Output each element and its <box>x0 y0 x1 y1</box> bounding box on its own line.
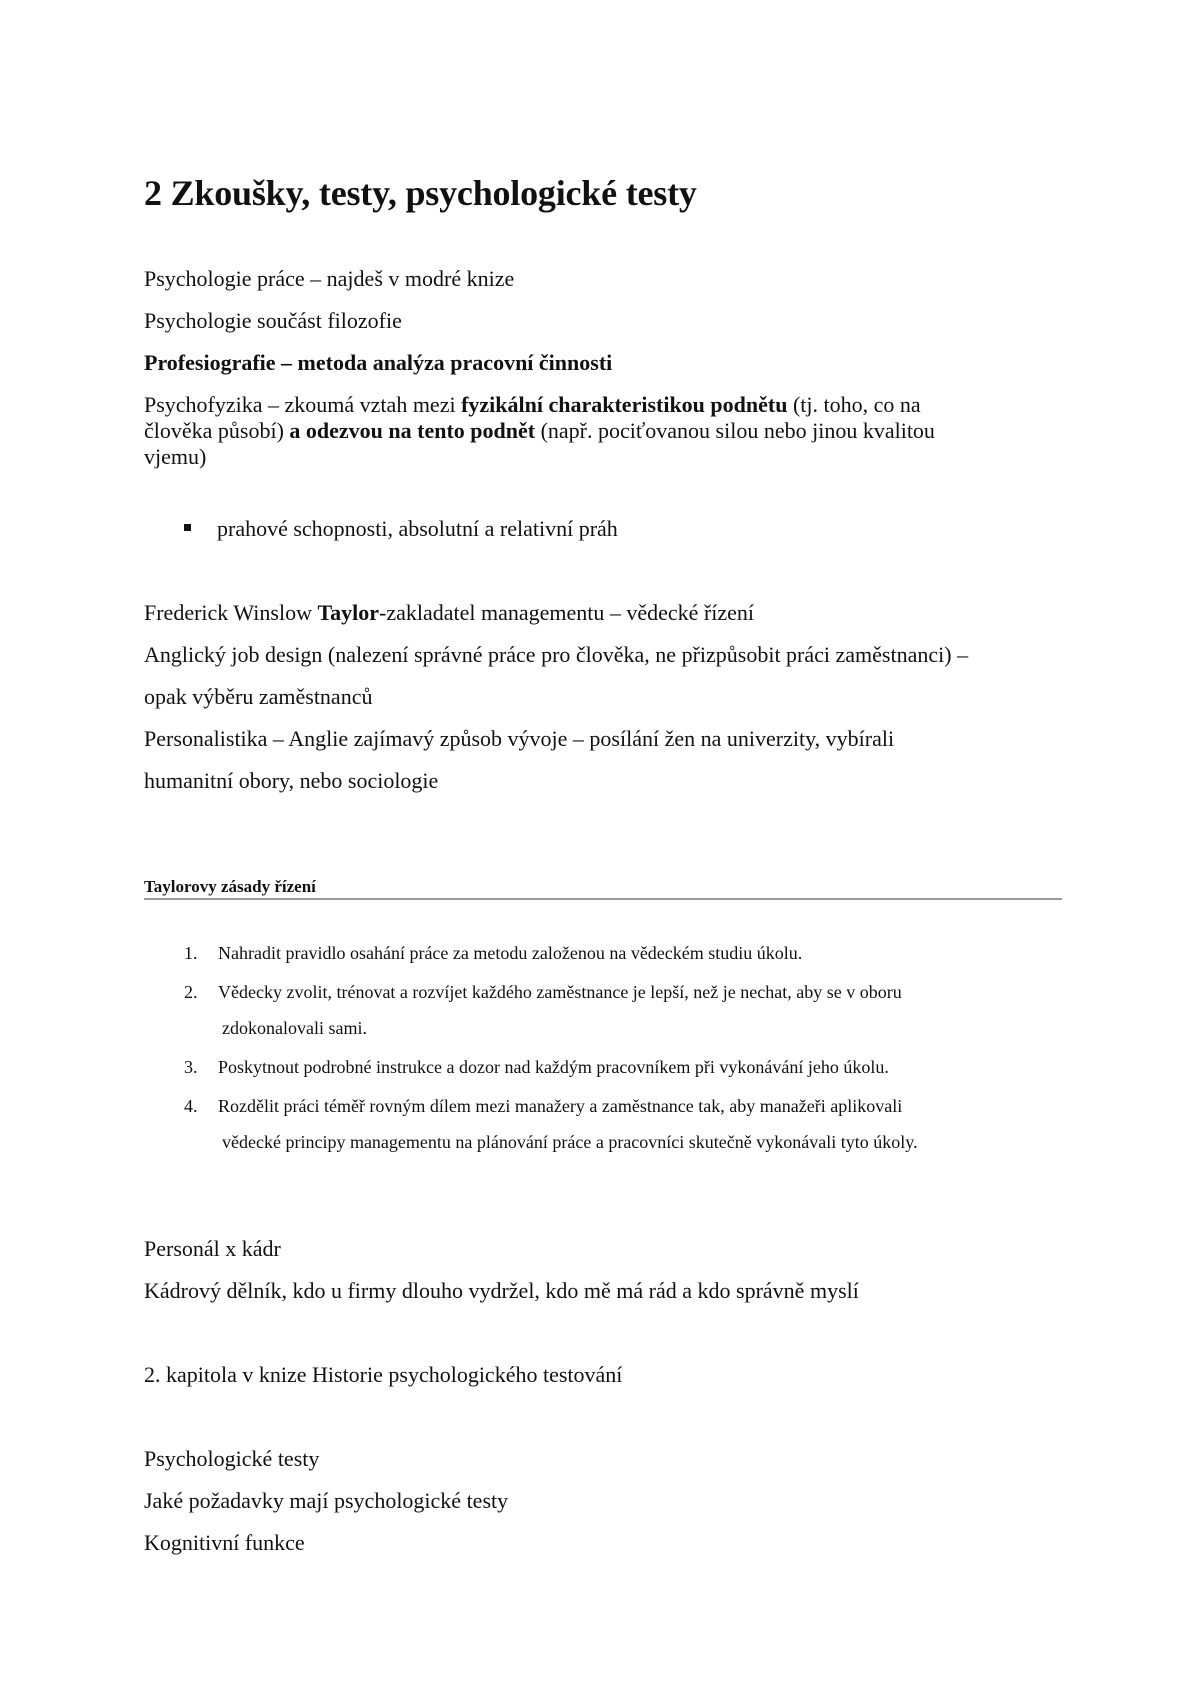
section-heading: Taylorovy zásady řízení <box>144 877 316 896</box>
psychofyzika-text: (tj. toho, co na <box>787 392 921 417</box>
list-number: 3. <box>184 1057 198 1077</box>
personal-line-1: Personál x kádr <box>144 1236 281 1261</box>
list-number: 1. <box>184 943 198 963</box>
list-item: Vědecky zvolit, trénovat a rozvíjet každého zaměstnance je lepší, než je nechat, aby se v oboru <box>218 982 902 1002</box>
personal-line-2: Kádrový dělník, kdo u firmy dlouho vydržel, kdo mě má rád a kdo správně myslí <box>144 1278 859 1303</box>
personalistika-line-2: humanitní obory, nebo sociologie <box>144 768 439 793</box>
list-number: 4. <box>184 1096 198 1116</box>
closing-line-2: Jaké požadavky mají psychologické testy <box>144 1488 509 1513</box>
psychofyzika-line-1 <box>144 392 921 418</box>
taylor-line <box>144 600 754 626</box>
bullet-item: prahové schopnosti, absolutní a relativní práh <box>217 516 618 541</box>
list-item: Nahradit pravidlo osahání práce za metodu založenou na vědeckém studiu úkolu. <box>218 943 803 963</box>
taylor-name: Taylor <box>317 600 379 625</box>
closing-line-3: Kognitivní funkce <box>144 1530 305 1555</box>
section-divider <box>144 898 1062 900</box>
square-bullet-icon <box>184 524 191 531</box>
page-title: 2 Zkoušky, testy, psychologické testy <box>144 173 697 213</box>
intro-line-1: Psychologie práce – najdeš v modré knize <box>144 266 515 291</box>
psychofyzika-line-3: vjemu) <box>144 444 207 469</box>
job-design-line-2: opak výběru zaměstnanců <box>144 684 373 709</box>
intro-line-3: Profesiografie – metoda analýza pracovní činnosti <box>144 350 613 375</box>
list-item-continuation: vědecké principy managementu na plánování práce a pracovníci skutečně vykonávali tyto úkoly. <box>222 1132 918 1152</box>
psychofyzika-bold: fyzikální charakteristikou podnětu <box>461 392 788 417</box>
list-number: 2. <box>184 982 198 1002</box>
psychofyzika-text: člověka působí) <box>144 418 290 443</box>
psychofyzika-text: Psychofyzika – zkoumá vztah mezi <box>144 392 462 417</box>
list-item: Poskytnout podrobné instrukce a dozor nad každým pracovníkem při vykonávání jeho úkolu. <box>218 1057 889 1077</box>
taylor-text: Frederick Winslow <box>144 600 318 625</box>
intro-line-2: Psychologie součást filozofie <box>144 308 402 333</box>
job-design-line-1: Anglický job design (nalezení správné práce pro člověka, ne přizpůsobit práci zaměstnanci) – <box>144 642 969 667</box>
list-item-continuation: zdokonalovali sami. <box>222 1018 367 1038</box>
chapter-line: 2. kapitola v knize Historie psychologického testování <box>144 1362 623 1387</box>
list-item: Rozdělit práci téměř rovným dílem mezi manažery a zaměstnance tak, aby manažeři aplikovali <box>218 1096 903 1116</box>
personalistika-line-1: Personalistika – Anglie zajímavý způsob vývoje – posílání žen na univerzity, vybírali <box>144 726 895 751</box>
taylor-text: -zakladatel managementu – vědecké řízení <box>379 600 755 625</box>
psychofyzika-bold: a odezvou na tento podnět <box>289 418 536 443</box>
psychofyzika-text: (např. pociťovanou silou nebo jinou kvalitou <box>535 418 935 443</box>
psychofyzika-line-2 <box>144 418 935 444</box>
closing-line-1: Psychologické testy <box>144 1446 320 1471</box>
